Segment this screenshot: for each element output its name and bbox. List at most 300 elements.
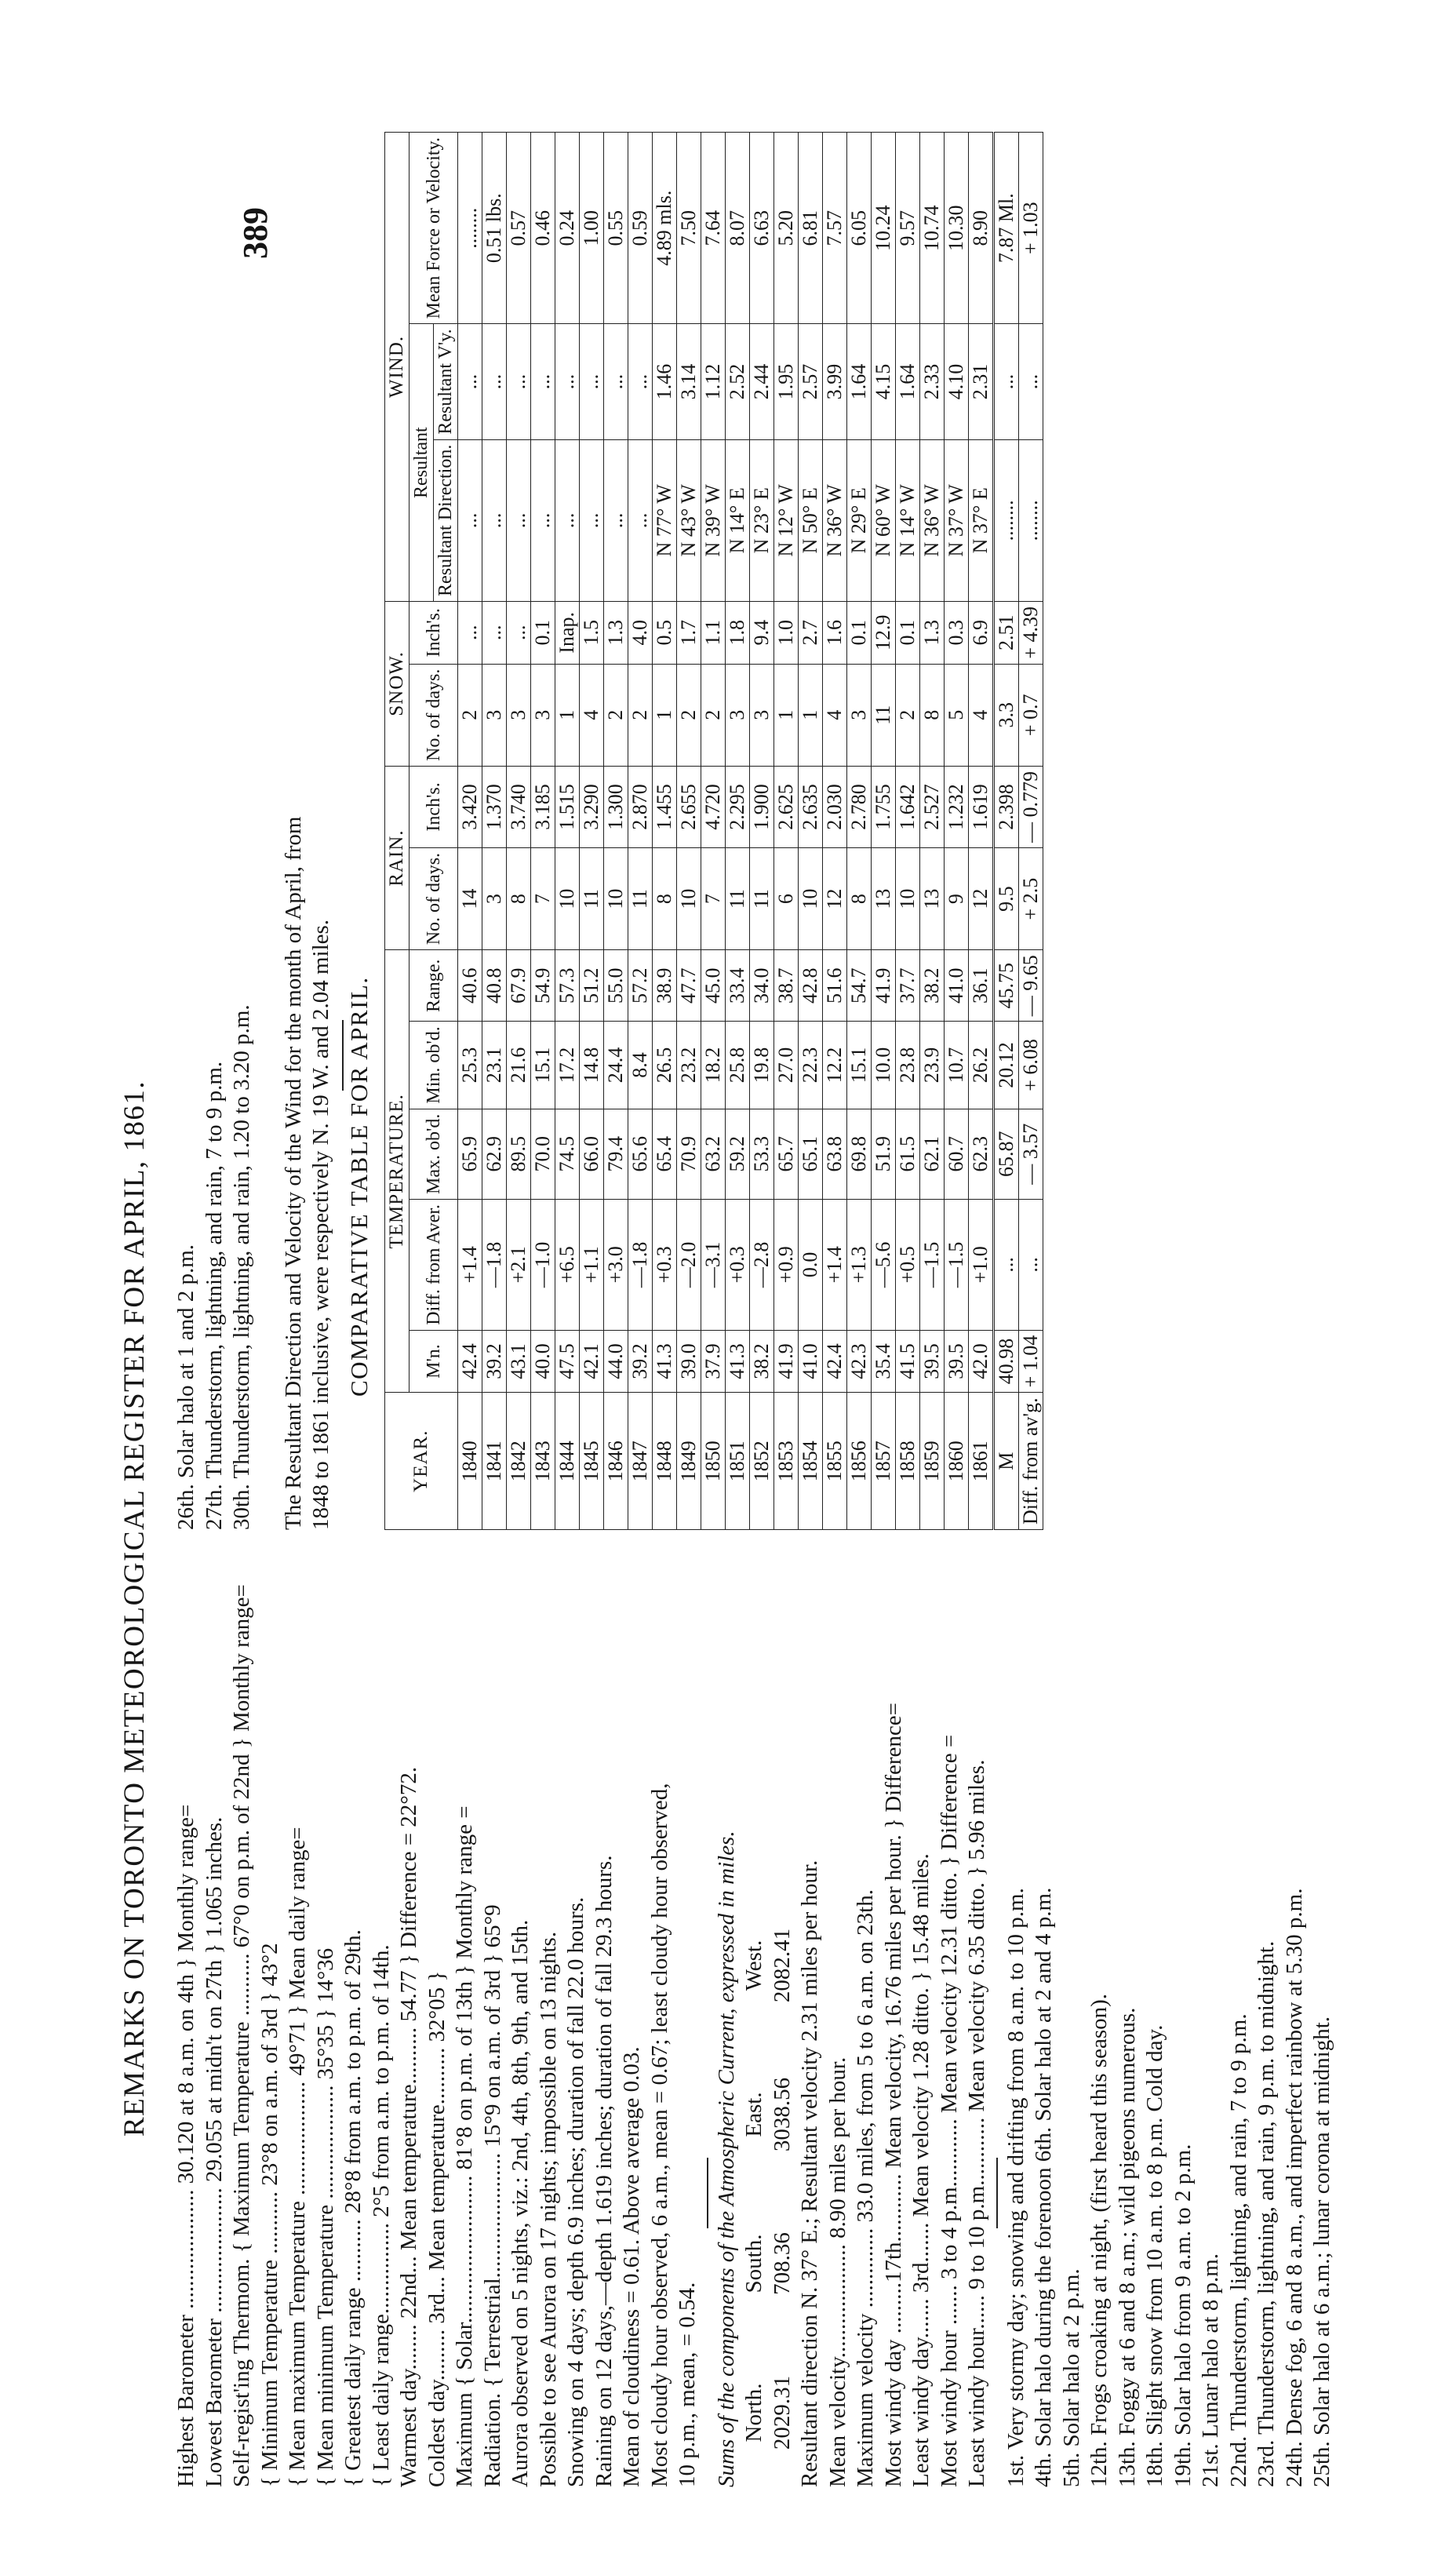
table-cell: 14 (458, 847, 482, 949)
table-cell: 20.12 (994, 1022, 1019, 1109)
table-cell: ... (994, 1199, 1019, 1330)
table-cell: 1.46 (653, 324, 677, 439)
table-cell: 7.57 (823, 133, 847, 324)
table-cell: 1.755 (872, 766, 896, 847)
table-cell: —1.0 (531, 1199, 555, 1330)
table-cell: 65.7 (774, 1109, 799, 1199)
table-row (580, 133, 604, 1530)
table-cell: +1.4 (458, 1199, 482, 1330)
observation-line: Snowing on 4 days; depth 6.9 inches; duration of fall 22.0 hours. (563, 1896, 588, 2487)
daily-note: 1st. Very stormy day; snowing and drifting from 8 a.m. to 10 p.m. (1003, 1888, 1028, 2487)
daily-note: 19th. Solar halo from 9 a.m. to 2 p.m. (1170, 2144, 1196, 2487)
daily-note: 13th. Foggy at 6 and 8 a.m.; wild pigeons numerous. (1114, 2007, 1140, 2487)
table-cell: ........ (1019, 439, 1043, 601)
table-cell: 10 (604, 847, 628, 949)
resultant-line: 1848 to 1861 inclusive, were respectively N. 19 W. and 2.04 miles. (308, 919, 333, 1530)
table-cell: 1844 (555, 1393, 580, 1530)
table-cell: 63.8 (823, 1109, 847, 1199)
table-row (677, 133, 701, 1530)
daily-note: 4th. Solar halo during the forenoon 6th. Solar halo at 2 and 4 p.m. (1031, 1887, 1056, 2487)
table-cell: 66.0 (580, 1109, 604, 1199)
daily-note: 5th. Solar halo at 2 p.m. (1058, 2268, 1084, 2487)
table-cell: 47.7 (677, 950, 701, 1022)
table-cell: 8 (847, 847, 872, 949)
right-notes (173, 0, 257, 1530)
page-number: 389 (236, 207, 275, 259)
table-cell: —1.8 (628, 1199, 653, 1330)
snow-header: SNOW. (385, 601, 410, 766)
table-cell: 65.9 (458, 1109, 482, 1199)
table-cell: 14.8 (580, 1022, 604, 1109)
comp-value-north: 2029.31 (769, 2375, 795, 2450)
table-cell: 10.74 (920, 133, 945, 324)
table-cell: +0.9 (774, 1199, 799, 1330)
table-cell: 1859 (920, 1393, 945, 1530)
table-cell: ... (482, 324, 507, 439)
table-cell: 0.24 (555, 133, 580, 324)
table-cell: 1.5 (580, 601, 604, 664)
table-cell: 2.31 (969, 324, 994, 439)
table-cell: 1.3 (604, 601, 628, 664)
table-cell: ... (458, 601, 482, 664)
table-cell: 3 (750, 664, 774, 766)
observation-line: Coldest day......... 3rd... Mean temperature.......... 32°05 } (424, 1970, 450, 2487)
table-cell: 0.1 (847, 601, 872, 664)
table-cell: ... (555, 324, 580, 439)
table-row (872, 133, 896, 1530)
observation-line: Warmest day........ 22nd... Mean temperature.......... 54.77 } Difference = 22°72. (396, 1766, 421, 2487)
table-cell: 0.55 (604, 133, 628, 324)
table-cell: ... (994, 324, 1019, 439)
table-cell: — 3.57 (1019, 1109, 1043, 1199)
table-cell: 41.5 (896, 1330, 920, 1393)
table-cell: 26.2 (969, 1022, 994, 1109)
table-cell: ... (458, 439, 482, 601)
table-cell: 62.1 (920, 1109, 945, 1199)
divider (707, 2158, 708, 2228)
table-cell: 10.7 (945, 1022, 969, 1109)
table-cell: +6.5 (555, 1199, 580, 1330)
table-cell: 57.3 (555, 950, 580, 1022)
table-cell: 3.185 (531, 766, 555, 847)
table-cell: +1.0 (969, 1199, 994, 1330)
table-row (701, 133, 726, 1530)
table-cell: 2.870 (628, 766, 653, 847)
table-cell: 8 (507, 847, 531, 949)
table-row (604, 133, 628, 1530)
observation-line: Possible to see Aurora on 17 nights; impossible on 13 nights. (535, 1931, 561, 2487)
table-cell: 0.0 (799, 1199, 823, 1330)
table-cell: N 37° E (969, 439, 994, 601)
table-cell: 1849 (677, 1393, 701, 1530)
table-cell: ... (507, 439, 531, 601)
col-rain-days: No. of days. (410, 847, 458, 949)
table-cell: N 77° W (653, 439, 677, 601)
table-cell: 35.4 (872, 1330, 896, 1393)
table-cell: 59.2 (726, 1109, 750, 1199)
wind-line: Most windy hour ....... 3 to 4 p.m............ Mean velocity 12.31 ditto. } Difference = (936, 1734, 962, 2487)
wind-line: Mean velocity.................... 8.90 miles per hour. (824, 2056, 850, 2487)
daily-note: 26th. Solar halo at 1 and 2 p.m. (173, 1244, 198, 1530)
table-cell: 62.9 (482, 1109, 507, 1199)
table-cell: 10 (799, 847, 823, 949)
table-cell: 53.3 (750, 1109, 774, 1199)
daily-note: 12th. Frogs croaking at night, (first heard this season). (1087, 1993, 1112, 2487)
observation-line: Most cloudy hour observed, 6 a.m., mean = 0.67; least cloudy hour observed, (646, 1783, 672, 2487)
table-cell: 40.0 (531, 1330, 555, 1393)
table-row (799, 133, 823, 1530)
table-cell: ... (555, 439, 580, 601)
table-cell: 1.64 (847, 324, 872, 439)
table-cell: 1860 (945, 1393, 969, 1530)
wind-line: Resultant direction N. 37° E.; Resultant velocity 2.31 miles per hour. (797, 1860, 822, 2487)
table-cell: 3.740 (507, 766, 531, 847)
table-cell: +0.3 (653, 1199, 677, 1330)
table-cell: 4.10 (945, 324, 969, 439)
table-cell: 0.57 (507, 133, 531, 324)
observation-line: { Minimum Temperature ........... 23°8 on a.m. of 3rd } 43°2 (257, 1943, 282, 2487)
table-cell: +2.1 (507, 1199, 531, 1330)
comp-header-west: West. (741, 1940, 766, 1991)
table-cell: 1 (555, 664, 580, 766)
table-cell: 0.5 (653, 601, 677, 664)
table-cell: 5.20 (774, 133, 799, 324)
table-cell: 47.5 (555, 1330, 580, 1393)
table-row (628, 133, 653, 1530)
table-cell: 19.8 (750, 1022, 774, 1109)
table-cell: 45.75 (994, 950, 1019, 1022)
table-cell: 89.5 (507, 1109, 531, 1199)
table-cell: 2.52 (726, 324, 750, 439)
table-row (969, 133, 994, 1530)
table-cell: 1847 (628, 1393, 653, 1530)
table-cell: 3.290 (580, 766, 604, 847)
table-cell: 7.64 (701, 133, 726, 324)
table-cell: 8 (653, 847, 677, 949)
observation-line: Aurora observed on 5 nights, viz.: 2nd, 4th, 8th, 9th, and 15th. (508, 1919, 533, 2487)
comp-value-east: 3038.56 (769, 2077, 795, 2152)
table-cell: 42.4 (458, 1330, 482, 1393)
observation-line: Mean of cloudiness = 0.61. Above average 0.03. (619, 2046, 644, 2487)
table-body (458, 133, 1043, 1530)
daily-note: 24th. Dense fog, 6 and 8 a.m., and imperfect rainbow at 5.30 p.m. (1281, 1888, 1307, 2487)
table-cell: 1848 (653, 1393, 677, 1530)
wind-line: Maximum velocity .............. 33.0 miles, from 5 to 6 a.m. on 23th. (853, 1889, 878, 2487)
table-cell: 65.6 (628, 1109, 653, 1199)
table-cell: 10 (896, 847, 920, 949)
table-cell: 1853 (774, 1393, 799, 1530)
table-cell: 2.44 (750, 324, 774, 439)
table-cell: ... (531, 324, 555, 439)
table-cell: 2.030 (823, 766, 847, 847)
table-row (653, 133, 677, 1530)
table-cell: 2 (628, 664, 653, 766)
table-cell: 9.5 (994, 847, 1019, 949)
comp-value-south: 708.36 (769, 2232, 795, 2295)
table-cell: +1.1 (580, 1199, 604, 1330)
table-cell: 70.9 (677, 1109, 701, 1199)
table-cell: 1.12 (701, 324, 726, 439)
table-cell: 12.9 (872, 601, 896, 664)
table-cell: 38.9 (653, 950, 677, 1022)
table-row (920, 133, 945, 1530)
table-cell: N 43° W (677, 439, 701, 601)
table-cell: 2.51 (994, 601, 1019, 664)
col-snow-inches: Inch's. (410, 601, 458, 664)
table-cell: 3.99 (823, 324, 847, 439)
table-cell: 0.1 (531, 601, 555, 664)
table-cell: 7.87 Ml. (994, 133, 1019, 324)
table-cell: 37.9 (701, 1330, 726, 1393)
col-min: Min. ob'd. (410, 1022, 458, 1109)
table-cell: 1.515 (555, 766, 580, 847)
table-row (482, 133, 507, 1530)
table-cell: 1846 (604, 1393, 628, 1530)
daily-notes (1003, 1546, 1337, 2487)
table-cell: 23.2 (677, 1022, 701, 1109)
table-cell: 8 (920, 664, 945, 766)
table-cell: 1.8 (726, 601, 750, 664)
observation-line: { Mean minimum Temperature .................... 35°35 } 14°36 (312, 1947, 338, 2487)
table-cell: N 23° E (750, 439, 774, 601)
table-cell: 7 (701, 847, 726, 949)
table-cell: 38.2 (750, 1330, 774, 1393)
table-cell: 41.9 (774, 1330, 799, 1393)
table-cell: 1.455 (653, 766, 677, 847)
table-cell: 13 (872, 847, 896, 949)
daily-note: 21st. Lunar halo at 8 p.m. (1198, 2253, 1223, 2487)
table-cell: 40.8 (482, 950, 507, 1022)
table-cell: ... (580, 439, 604, 601)
table-cell: 39.5 (920, 1330, 945, 1393)
table-cell: 3 (507, 664, 531, 766)
table-row (555, 133, 580, 1530)
table-cell: 39.2 (482, 1330, 507, 1393)
table-cell: 4.720 (701, 766, 726, 847)
observation-line: Radiation. { Terrestrial...................... 15°9 on a.m. of 3rd } 65°9 (479, 1904, 505, 2487)
table-cell: 1857 (872, 1393, 896, 1530)
daily-note: 23rd. Thunderstorm, lightning, and rain, 9 p.m. to midnight. (1254, 1940, 1279, 2487)
table-cell: 27.0 (774, 1022, 799, 1109)
table-cell: + 1.04 (1019, 1330, 1043, 1393)
daily-note: 27th. Thunderstorm, lightning, and rain, 7 to 9 p.m. (201, 1061, 227, 1530)
table-cell: 42.0 (969, 1330, 994, 1393)
table-cell: 2.398 (994, 766, 1019, 847)
table-cell: 4.0 (628, 601, 653, 664)
comp-header-south: South. (741, 2234, 766, 2293)
table-cell: + 4.39 (1019, 601, 1043, 664)
table-row (531, 133, 555, 1530)
table-cell: 54.7 (847, 950, 872, 1022)
table-cell: —3.1 (701, 1199, 726, 1330)
table-cell: N 12° W (774, 439, 799, 601)
table-cell: 1.232 (945, 766, 969, 847)
table-row (726, 133, 750, 1530)
table-cell: 33.4 (726, 950, 750, 1022)
table-cell: 2 (896, 664, 920, 766)
table-cell: 1856 (847, 1393, 872, 1530)
table-cell: 0.46 (531, 133, 555, 324)
table-cell: 0.1 (896, 601, 920, 664)
table-cell: 26.5 (653, 1022, 677, 1109)
wind-line: Least windy day....... 3rd....... Mean velocity 1.28 ditto. } 15.48 miles. (908, 1853, 934, 2487)
observation-line: Self-regist'ing Thermom. { Maximum Temperature ........... 67°0 on p.m. of 22nd } Monthly range= (229, 1584, 254, 2487)
table-cell: 0.51 lbs. (482, 133, 507, 324)
table-cell: ........ (994, 439, 1019, 601)
table-cell: 74.5 (555, 1109, 580, 1199)
table-cell: 1.370 (482, 766, 507, 847)
table-cell: 22.3 (799, 1022, 823, 1109)
table-cell: 43.1 (507, 1330, 531, 1393)
table-cell: ... (482, 439, 507, 601)
table-cell: 39.5 (945, 1330, 969, 1393)
table-cell: 2 (604, 664, 628, 766)
divider (996, 2158, 998, 2228)
table-cell: +1.3 (847, 1199, 872, 1330)
table-cell: 11 (872, 664, 896, 766)
components-headers (741, 1546, 769, 2487)
table-cell: 63.2 (701, 1109, 726, 1199)
table-row (945, 133, 969, 1530)
left-column (173, 1546, 1337, 2487)
table-cell: 1841 (482, 1393, 507, 1530)
table-cell: 10 (555, 847, 580, 949)
table-cell: 4 (969, 664, 994, 766)
table-cell: 1845 (580, 1393, 604, 1530)
components-values (769, 1546, 797, 2487)
table-cell: 1.0 (774, 601, 799, 664)
table-cell: 2 (701, 664, 726, 766)
table-cell: 3 (726, 664, 750, 766)
table-cell: 65.1 (799, 1109, 823, 1199)
table-cell: 51.2 (580, 950, 604, 1022)
table-cell: 60.7 (945, 1109, 969, 1199)
table-cell: 1.300 (604, 766, 628, 847)
comparative-table (384, 132, 1043, 1530)
table-cell: 40.98 (994, 1330, 1019, 1393)
table-cell: 23.9 (920, 1022, 945, 1109)
table-cell: ... (507, 324, 531, 439)
table-cell: 6.9 (969, 601, 994, 664)
table-cell: 65.87 (994, 1109, 1019, 1199)
table-cell: 3.420 (458, 766, 482, 847)
table-cell: 9 (945, 847, 969, 949)
table-cell: + 2.5 (1019, 847, 1043, 949)
table-cell: ... (604, 324, 628, 439)
col-snow-days: No. of days. (410, 664, 458, 766)
table-cell: 8.07 (726, 133, 750, 324)
table-cell: —1.8 (482, 1199, 507, 1330)
table-cell: 3.3 (994, 664, 1019, 766)
table-row (774, 133, 799, 1530)
table-cell: 1842 (507, 1393, 531, 1530)
table-cell: 51.9 (872, 1109, 896, 1199)
observation-line: { Mean maximum Temperature .................... 49°71 } Mean daily range= (285, 1827, 310, 2487)
table-cell: 62.3 (969, 1109, 994, 1199)
table-cell: 17.2 (555, 1022, 580, 1109)
table-row (823, 133, 847, 1530)
table-cell: 38.7 (774, 950, 799, 1022)
comp-header-east: East. (741, 2092, 766, 2137)
table-cell: 55.0 (604, 950, 628, 1022)
table-cell: 42.3 (847, 1330, 872, 1393)
table-cell: 45.0 (701, 950, 726, 1022)
table-cell: +1.4 (823, 1199, 847, 1330)
col-max: Max. ob'd. (410, 1109, 458, 1199)
table-cell: ........ (458, 133, 482, 324)
table-cell: —1.5 (945, 1199, 969, 1330)
table-cell: — 0.779 (1019, 766, 1043, 847)
table-cell: 10.30 (945, 133, 969, 324)
table-cell: ... (1019, 324, 1043, 439)
table-cell: 6 (774, 847, 799, 949)
table-cell: 11 (726, 847, 750, 949)
table-cell: 2.635 (799, 766, 823, 847)
table-cell: 1.619 (969, 766, 994, 847)
table-cell: Diff. from av'g. (1019, 1393, 1043, 1530)
table-cell: 10.0 (872, 1022, 896, 1109)
table-cell: N 14° E (726, 439, 750, 601)
left-observations (173, 1546, 702, 2487)
table-cell: 1.64 (896, 324, 920, 439)
col-rain-inches: Inch's. (410, 766, 458, 847)
table-cell: N 37° W (945, 439, 969, 601)
table-cell: ... (507, 601, 531, 664)
table-cell: 8.90 (969, 133, 994, 324)
table-cell: 61.5 (896, 1109, 920, 1199)
table-cell: 3 (531, 664, 555, 766)
table-cell: 1.642 (896, 766, 920, 847)
table-cell: + 0.7 (1019, 664, 1043, 766)
table-cell: ... (458, 324, 482, 439)
table-cell: ... (531, 439, 555, 601)
table-cell: 4 (823, 664, 847, 766)
table-cell: 8.4 (628, 1022, 653, 1109)
table-cell: 25.8 (726, 1022, 750, 1109)
comp-header-north: North. (741, 2383, 766, 2443)
table-cell: ... (604, 439, 628, 601)
table-cell: 4 (580, 664, 604, 766)
daily-note: 25th. Solar halo at 6 a.m.; lunar corona at midnight. (1309, 2016, 1334, 2487)
table-cell: 36.1 (969, 950, 994, 1022)
table-cell: + 6.08 (1019, 1022, 1043, 1109)
table-cell: 1 (774, 664, 799, 766)
table-cell: N 29° E (847, 439, 872, 601)
table-cell: 1.6 (823, 601, 847, 664)
table-cell: 25.3 (458, 1022, 482, 1109)
table-cell: 1.1 (701, 601, 726, 664)
components-heading: Sums of the components of the Atmospheric Current, expressed in miles. (713, 1831, 739, 2487)
table-cell: —2.8 (750, 1199, 774, 1330)
rain-header: RAIN. (385, 766, 410, 949)
table-cell: 42.1 (580, 1330, 604, 1393)
table-cell: 40.6 (458, 950, 482, 1022)
table-cell: 15.1 (531, 1022, 555, 1109)
table-cell: 2.57 (799, 324, 823, 439)
table-cell: —2.0 (677, 1199, 701, 1330)
col-mean-force: Mean Force or Velocity. (410, 133, 458, 324)
table-cell: 39.2 (628, 1330, 653, 1393)
table-cell: 11 (750, 847, 774, 949)
observation-line: Lowest Barometer ...................... 29.055 at midn't on 27th } 1.065 inches. (201, 1816, 227, 2487)
table-cell: 12 (823, 847, 847, 949)
table-cell: 41.3 (653, 1330, 677, 1393)
table-cell: 12 (969, 847, 994, 949)
table-cell: 12.2 (823, 1022, 847, 1109)
table-cell: 3 (482, 847, 507, 949)
table-cell: 1851 (726, 1393, 750, 1530)
observation-line: { Least daily range................ 2°5 from a.m. to p.m. of 14th. (368, 1944, 394, 2487)
